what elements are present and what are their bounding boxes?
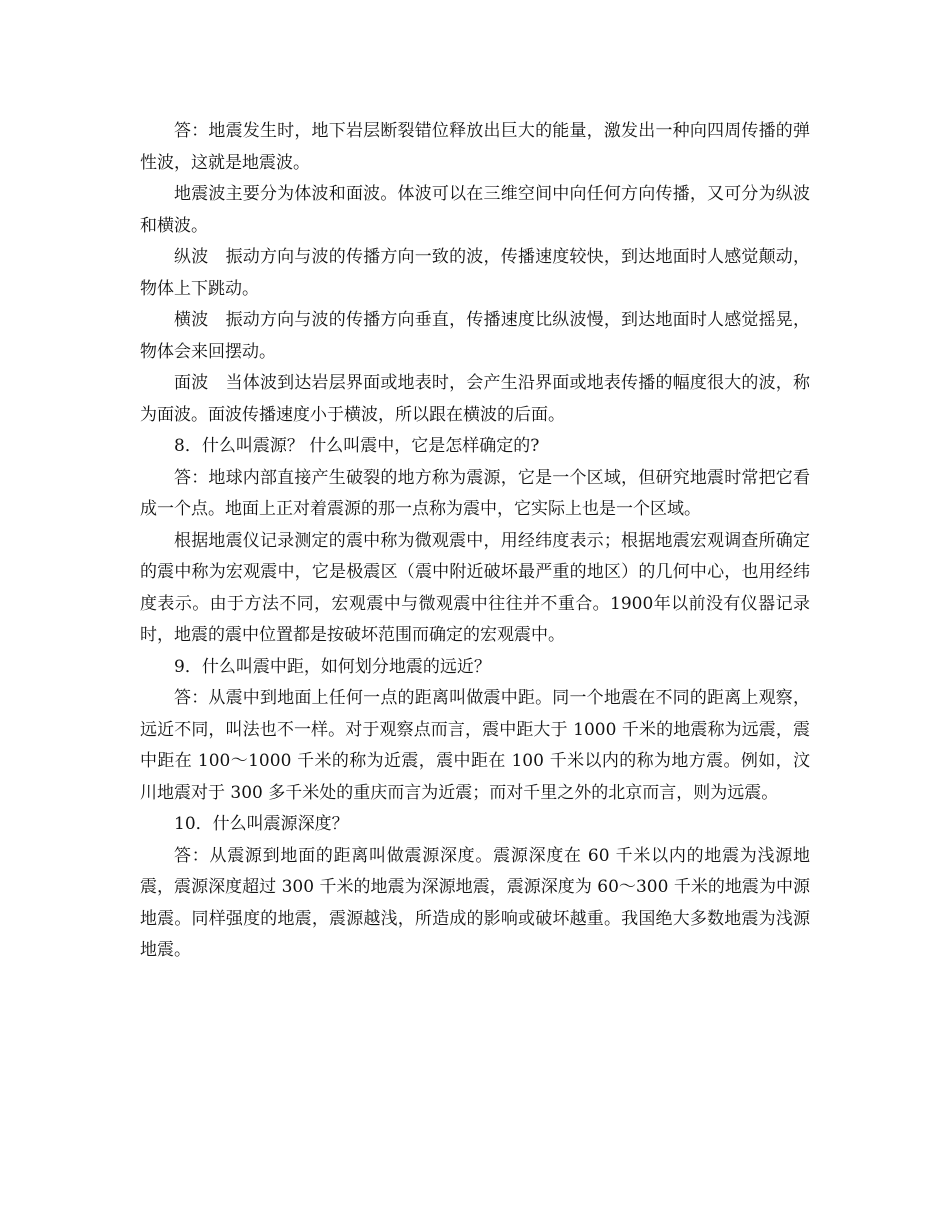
body-paragraph-longitudinal-wave: 纵波 振动方向与波的传播方向一致的波，传播速度较快，到达地面时人感觉颠动，物体上下跳动。 (140, 247, 810, 299)
question-heading: 9．什么叫震中距，如何划分地震的远近？ (174, 656, 491, 677)
body-paragraph: 地震波主要分为体波和面波。体波可以在三维空间中向任何方向传播，又可分为纵波和横波。 (140, 184, 810, 236)
answer-paragraph: 答：从震源到地面的距离叫做震源深度。震源深度在 60 千米以内的地震为浅源地震，震源深度超过 300 千米的地震为深源地震，震源深度为 60～300 千米的地震为中源地震。同样强度的地震，震源越浅，所造成的影响或破坏越重。我国绝大多数地震为浅源地震。 (140, 845, 810, 960)
answer-paragraph: 答：地球内部直接产生破裂的地方称为震源，它是一个区域，但研究地震时常把它看成一个点。地面上正对着震源的那一点称为震中，它实际上也是一个区域。 (140, 467, 810, 519)
question-heading: 10．什么叫震源深度？ (174, 814, 349, 834)
document-body (140, 116, 810, 967)
answer-paragraph: 答：从震中到地面上任何一点的距离叫做震中距。同一个地震在不同的距离上观察，远近不同，叫法也不一样。对于观察点而言，震中距大于 1000 千米的地震称为远震，震中距在 100～1000 千米的称为近震，震中距在 100 千米以内的称为地方震。例如，汶川地震对于 300 多千米处的重庆而言为近震；而对千里之外的北京而言，则为远震。 (140, 688, 810, 803)
body-paragraph-transverse-wave: 横波 振动方向与波的传播方向垂直，传播速度比纵波慢，到达地面时人感觉摇晃，物体会来回摆动。 (140, 310, 810, 362)
question-heading: 8．什么叫震源？ 什么叫震中，它是怎样确定的? (174, 436, 540, 456)
answer-paragraph: 答：地震发生时，地下岩层断裂错位释放出巨大的能量，激发出一种向四周传播的弹性波，这就是地震波。 (140, 121, 810, 173)
body-paragraph: 根据地震仪记录测定的震中称为微观震中，用经纬度表示；根据地震宏观调查所确定的震中称为宏观震中，它是极震区（震中附近破坏最严重的地区）的几何中心，也用经纬度表示。由于方法不同，宏观震中与微观震中往往并不重合。1900年以前没有仪器记录时，地震的震中位置都是按破坏范围而确定的宏观震中。 (140, 530, 810, 645)
body-paragraph-surface-wave: 面波 当体波到达岩层界面或地表时，会产生沿界面或地表传播的幅度很大的波，称为面波。面波传播速度小于横波，所以跟在横波的后面。 (140, 373, 810, 425)
